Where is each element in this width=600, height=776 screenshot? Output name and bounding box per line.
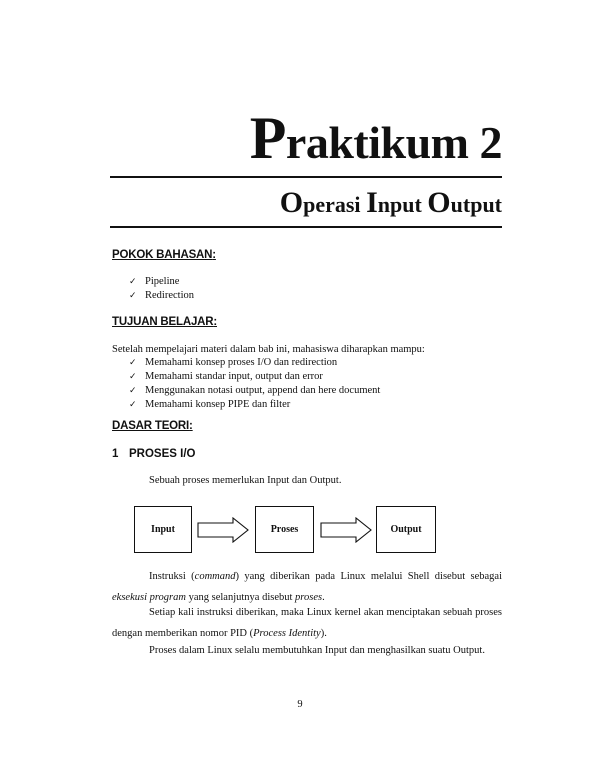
section-number: 1 xyxy=(112,448,119,460)
text-run-italic: command xyxy=(194,571,236,582)
subtitle-word-3: utput xyxy=(450,192,502,217)
text-run-italic: proses xyxy=(295,592,323,603)
heading-pokok-colon: : xyxy=(212,249,216,261)
chapter-title-initial: P xyxy=(249,105,286,171)
list-item xyxy=(129,398,380,412)
subtitle-initial-3: O xyxy=(427,186,451,219)
list-item xyxy=(129,384,380,398)
check-icon: ✓ xyxy=(129,358,137,368)
title-rule-bottom xyxy=(110,226,502,228)
diagram-box-input: Input xyxy=(134,506,192,553)
text-run: ). xyxy=(320,628,327,639)
heading-tujuan-colon: : xyxy=(213,316,217,328)
heading-dasar-teori xyxy=(112,420,193,432)
text-run: Setiap kali instruksi diberikan, maka Linux kernel akan menciptakan sebuah proses dengan memberikan nomor PID ( xyxy=(112,607,502,639)
arrow-right-icon xyxy=(320,517,372,543)
pokok-list xyxy=(129,275,194,303)
check-icon: ✓ xyxy=(129,372,137,382)
subtitle-word-2: nput xyxy=(377,192,422,217)
check-icon: ✓ xyxy=(129,277,137,287)
tujuan-intro: Setelah mempelajari materi dalam bab ini, mahasiswa diharapkan mampu: xyxy=(112,344,425,355)
section-intro: Sebuah proses memerlukan Input dan Output. xyxy=(149,475,342,486)
paragraph-2 xyxy=(112,602,502,644)
title-rule-top xyxy=(110,176,502,178)
subtitle-initial-1: O xyxy=(279,186,304,219)
chapter-title xyxy=(249,105,502,171)
tujuan-list xyxy=(129,356,380,412)
chapter-subtitle xyxy=(280,188,502,218)
diagram-box-proses: Proses xyxy=(255,506,314,553)
section-title: PROSES I/O xyxy=(129,448,196,460)
text-run-italic: Process Identity xyxy=(253,628,321,639)
page-number: 9 xyxy=(297,699,303,710)
heading-pokok-text: POKOK BAHASAN xyxy=(112,249,213,261)
list-item-text: Menggunakan notasi output, append dan here document xyxy=(145,385,381,396)
chapter-title-rest: raktikum 2 xyxy=(285,117,502,168)
heading-dasar-text: DASAR TEORI xyxy=(112,420,190,432)
heading-tujuan-text: TUJUAN BELAJAR xyxy=(112,316,214,328)
subtitle-word-1: perasi xyxy=(303,192,361,217)
list-item xyxy=(129,275,194,289)
list-item-text: Memahami standar input, output dan error xyxy=(145,371,323,382)
text-run: Instruksi ( xyxy=(149,571,195,582)
heading-pokok-bahasan xyxy=(112,249,216,261)
list-item-text: Memahami konsep proses I/O dan redirection xyxy=(145,357,338,368)
arrow-right-icon xyxy=(197,517,249,543)
text-run: ) yang diberikan pada Linux melalui Shell disebut sebagai xyxy=(235,571,503,582)
list-item-text: Pipeline xyxy=(145,276,180,287)
text-run: yang selanjutnya disebut xyxy=(185,592,296,603)
paragraph-3: Proses dalam Linux selalu membutuhkan Input dan menghasilkan suatu Output. xyxy=(149,645,485,656)
list-item xyxy=(129,356,380,370)
heading-dasar-colon: : xyxy=(189,420,193,432)
list-item xyxy=(129,289,194,303)
check-icon: ✓ xyxy=(129,291,137,301)
subtitle-initial-2: I xyxy=(366,186,378,219)
check-icon: ✓ xyxy=(129,400,137,410)
diagram-box-output: Output xyxy=(376,506,436,553)
list-item-text: Redirection xyxy=(145,290,194,301)
text-run-italic: eksekusi program xyxy=(112,592,186,603)
heading-tujuan-belajar xyxy=(112,316,217,328)
list-item xyxy=(129,370,380,384)
process-diagram xyxy=(134,506,498,554)
list-item-text: Memahami konsep PIPE dan filter xyxy=(145,399,291,410)
check-icon: ✓ xyxy=(129,386,137,396)
text-run: . xyxy=(322,592,325,603)
